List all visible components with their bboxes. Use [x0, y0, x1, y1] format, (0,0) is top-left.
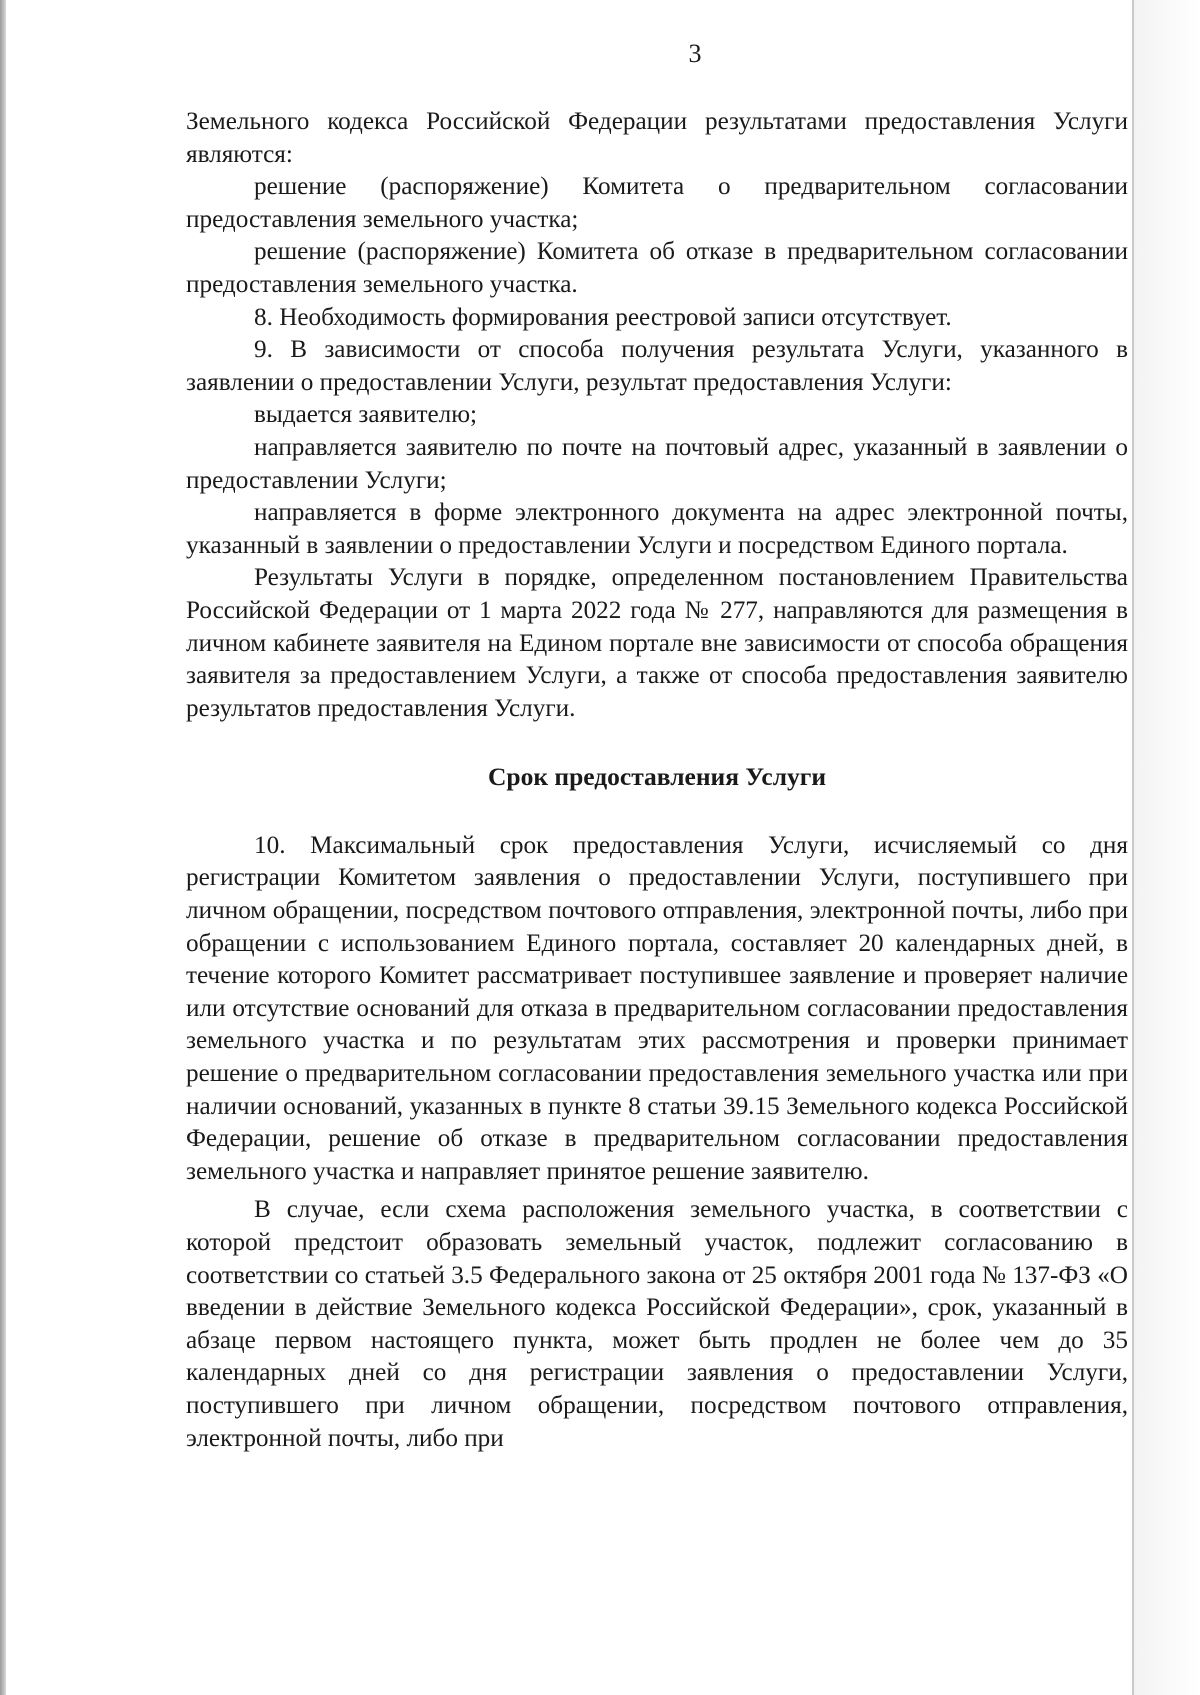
- paragraph-item-9: 9. В зависимости от способа получения результата Услуги, указанного в заявлении о предоставлении Услуги, результат предоставления Услуги:: [186, 336, 1128, 396]
- paragraph-item-8: 8. Необходимость формирования реестровой записи отсутствует.: [254, 303, 952, 331]
- paragraph-sent-electronically: направляется в форме электронного документа на адрес электронной почты, указанный в заявлении о предоставлении Услуги и посредством Единого портала.: [186, 499, 1128, 559]
- document-body: [186, 106, 1128, 1455]
- paragraph-extension: В случае, если схема расположения земельного участка, в соответствии с которой предстоит образовать земельный участок, подлежит согласованию в соответствии со статьей 3.5 Федерального закона от 25 октября 2001 года № 137-ФЗ «О введении в действие Земельного кодекса Российской Федерации», срок, указанный в абзаце первом настоящего пункта, может быть продлен не более чем до 35 календарных дней со дня регистрации заявления о предоставлении Услуги, поступившего при личном обращении, посредством почтового отправления, электронной почты, либо при: [186, 1196, 1128, 1452]
- paragraph-issued: выдается заявителю;: [254, 401, 478, 429]
- paragraph-item-10: 10. Максимальный срок предоставления Услуги, исчисляемый со дня регистрации Комитетом заявления о предоставлении Услуги, поступившего при личном обращении, посредством почтового отправления, электронной почты, либо при обращении с использованием Единого портала, составляет 20 календарных дней, в течение которого Комитет рассматривает поступившее заявление и проверяет наличие или отсутствие оснований для отказа в предварительном согласовании предоставления земельного участка и по результатам этих рассмотрения и проверки принимает решение о предварительном согласовании предоставления земельного участка или при наличии оснований, указанных в пункте 8 статьи 39.15 Земельного кодекса Российской Федерации, решение об отказе в предварительном согласовании предоставления земельного участка и направляет принятое решение заявителю.: [186, 831, 1128, 1185]
- scan-shadow-right: [1134, 0, 1200, 1695]
- scan-edge-left: [0, 0, 6, 1695]
- section-heading: Срок предоставления Услуги: [487, 762, 827, 792]
- paragraph-result-approval: решение (распоряжение) Комитета о предварительном согласовании предоставления земельного участка;: [186, 173, 1128, 233]
- paragraph-sent-by-mail: направляется заявителю по почте на почтовый адрес, указанный в заявлении о предоставлении Услуги;: [186, 433, 1128, 494]
- page-number: 3: [688, 39, 702, 68]
- paragraph-continuation: Земельного кодекса Российской Федерации результатами предоставления Услуги являются:: [186, 108, 1128, 168]
- paragraph-result-refusal: решение (распоряжение) Комитета об отказе в предварительном согласовании предоставления земельного участка.: [186, 238, 1128, 298]
- paragraph-results-portal: Результаты Услуги в порядке, определенном постановлением Правительства Российской Федерации от 1 марта 2022 года № 277, направляются для размещения в личном кабинете заявителя на Едином портале вне зависимости от способа обращения заявителя за предоставлением Услуги, а также от способа предоставления заявителю результатов предоставления Услуги.: [186, 564, 1128, 722]
